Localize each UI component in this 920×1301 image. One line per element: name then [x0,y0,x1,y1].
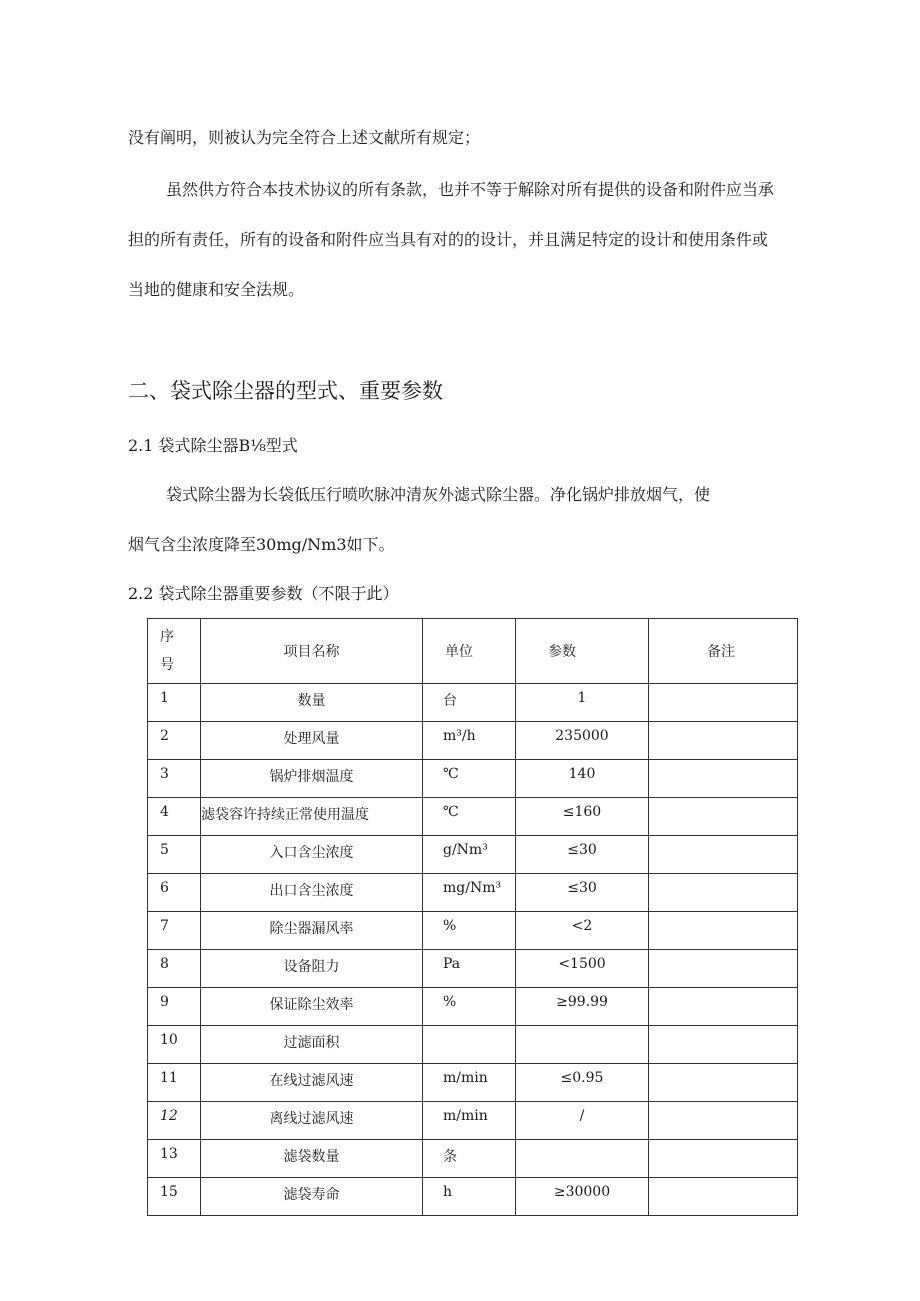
row-name: 过滤面积 [201,1026,423,1064]
row-name: 入口含尘浓度 [201,836,423,874]
row-index: 6 [148,874,201,912]
row-unit [423,1026,516,1064]
row-name: 处理风量 [201,722,423,760]
row-unit: Pa [423,950,516,988]
table-row [148,874,798,912]
header-param: 参数 [516,619,649,684]
header-index [148,619,201,684]
row-index: 3 [148,760,201,798]
row-index: 9 [148,988,201,1026]
header-name: 项目名称 [201,619,423,684]
row-index: 1 [148,684,201,722]
parameters-table [147,618,798,1216]
description-line: 烟气含尘浓度降至30mg∕Nm3如下。 [128,535,395,554]
header-note: 备注 [649,619,798,684]
table-row [148,1178,798,1216]
row-name: 保证除尘效率 [201,988,423,1026]
row-unit: ℃ [423,798,516,836]
table-row [148,684,798,722]
row-name: 滤袋数量 [201,1140,423,1178]
paragraph-line: 当地的健康和安全法规。 [128,280,305,299]
section-title: 二、袋式除尘器的型式、重要参数 [128,379,443,403]
row-index: 5 [148,836,201,874]
row-param: ≤0.95 [516,1064,649,1102]
row-index: 12 [148,1102,201,1140]
row-note [649,684,798,722]
table-row [148,1064,798,1102]
subsection-title: 2.1 袋式除尘器B⅛型式 [128,436,298,455]
row-param: ≥30000 [516,1178,649,1216]
row-note [649,798,798,836]
row-param: ≤30 [516,836,649,874]
row-param: / [516,1102,649,1140]
row-note [649,1026,798,1064]
row-index: 10 [148,1026,201,1064]
table-row [148,988,798,1026]
row-name: 设备阻力 [201,950,423,988]
row-note [649,760,798,798]
subsection-title: 2.2 袋式除尘器重要参数（不限于此） [128,584,399,603]
row-unit: h [423,1178,516,1216]
row-param: 1 [516,684,649,722]
row-unit: m/min [423,1064,516,1102]
row-name: 在线过滤风速 [201,1064,423,1102]
row-name: 数量 [201,684,423,722]
header-unit: 单位 [423,619,516,684]
row-note [649,836,798,874]
row-unit: ℃ [423,760,516,798]
header-index-label: 序号 [160,629,174,673]
row-unit: m/min [423,1102,516,1140]
row-note [649,1102,798,1140]
row-index: 4 [148,798,201,836]
row-param: ≤30 [516,874,649,912]
row-unit: mg∕Nm³ [423,874,516,912]
row-note [649,722,798,760]
row-unit: % [423,988,516,1026]
row-index: 7 [148,912,201,950]
row-param: 235000 [516,722,649,760]
row-index: 2 [148,722,201,760]
table-row [148,836,798,874]
paragraph-line: 虽然供方符合本技术协议的所有条款，也并不等于解除对所有提供的设备和附件应当承 [166,180,775,199]
row-unit: 台 [423,684,516,722]
table-row [148,798,798,836]
table-row [148,722,798,760]
row-unit: 条 [423,1140,516,1178]
row-name: 锅炉排烟温度 [201,760,423,798]
row-index: 8 [148,950,201,988]
table-row [148,1102,798,1140]
row-param [516,1026,649,1064]
row-note [649,1064,798,1102]
table-row [148,1026,798,1064]
row-name: 出口含尘浓度 [201,874,423,912]
row-name: 滤袋容许持续正常使用温度 [201,798,423,836]
row-param: 140 [516,760,649,798]
row-param: ≤160 [516,798,649,836]
row-index: 13 [148,1140,201,1178]
table-header-row [148,619,798,684]
row-param: <2 [516,912,649,950]
row-param [516,1140,649,1178]
row-param: ≥99.99 [516,988,649,1026]
table-row [148,760,798,798]
row-note [649,988,798,1026]
row-unit: % [423,912,516,950]
table-row [148,912,798,950]
paragraph-line: 担的所有责任，所有的设备和附件应当具有对的的设计，并且满足特定的设计和使用条件或 [128,230,769,249]
row-index: 11 [148,1064,201,1102]
row-note [649,912,798,950]
row-param: <1500 [516,950,649,988]
row-name: 滤袋寿命 [201,1178,423,1216]
row-note [649,950,798,988]
row-note [649,874,798,912]
table-row [148,950,798,988]
description-line: 袋式除尘器为长袋低压行喷吹脉冲清灰外滤式除尘器。净化锅炉排放烟气，使 [166,485,711,504]
row-note [649,1140,798,1178]
row-unit: m³∕h [423,722,516,760]
row-index: 15 [148,1178,201,1216]
row-note [649,1178,798,1216]
row-unit: g∕Nm³ [423,836,516,874]
paragraph-line: 没有阐明，则被认为完全符合上述文献所有规定； [128,128,481,147]
row-name: 除尘器漏风率 [201,912,423,950]
table-row [148,1140,798,1178]
row-name: 离线过滤风速 [201,1102,423,1140]
